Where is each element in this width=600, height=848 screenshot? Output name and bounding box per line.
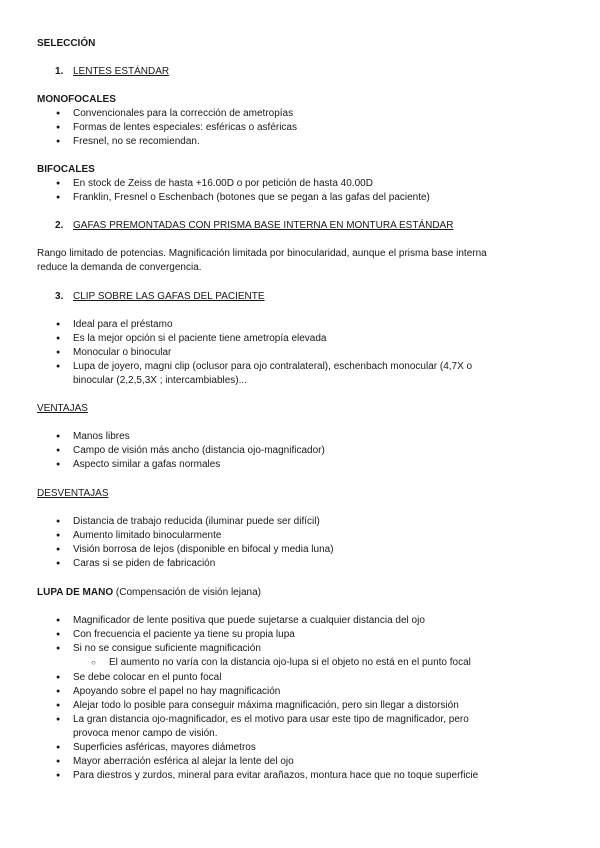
page-title: SELECCIÓN bbox=[37, 38, 96, 49]
section-2-heading: GAFAS PREMONTADAS CON PRISMA BASE INTERNA EN MONTURA ESTÁNDAR bbox=[73, 220, 454, 231]
list-item: Convencionales para la corrección de ametropías bbox=[73, 108, 294, 119]
bullet-icon: ● bbox=[56, 518, 61, 525]
list-item: Fresnel, no se recomiendan. bbox=[73, 136, 200, 147]
bullet-icon: ● bbox=[56, 758, 61, 765]
list-item: Franklin, Fresnel o Eschenbach (botones que se pegan a las gafas del paciente) bbox=[73, 192, 430, 203]
list-item: Lupa de joyero, magni clip (oclusor para ojo contralateral), eschenbach monocular (4,7X o bbox=[73, 361, 473, 372]
lupa-subtitle: (Compensación de visión lejana) bbox=[115, 587, 261, 598]
bullet-icon: ● bbox=[56, 744, 61, 751]
list-item: Mayor aberración esférica al alejar la lente del ojo bbox=[73, 756, 294, 767]
list-item: Monocular o binocular bbox=[73, 347, 172, 358]
bullet-icon: ● bbox=[56, 349, 61, 356]
list-item: Manos libres bbox=[73, 431, 130, 442]
list-item: Ideal para el préstamo bbox=[73, 319, 173, 330]
list-item: Superficies asféricas, mayores diámetros bbox=[73, 742, 256, 753]
paragraph-line: reduce la demanda de convergencia. bbox=[37, 262, 202, 273]
list-item-continuation: binocular (2,2,5,3X ; intercambiables)... bbox=[73, 375, 247, 386]
list-item: Magnificador de lente positiva que puede sujetarse a cualquier distancia del ojo bbox=[73, 615, 425, 626]
bullet-icon: ● bbox=[56, 772, 61, 779]
lupa-title: LUPA DE MANO bbox=[37, 587, 114, 598]
bullet-icon: ● bbox=[56, 180, 61, 187]
list-item: Campo de visión más ancho (distancia ojo-magnificador) bbox=[73, 445, 325, 456]
bullet-icon: ● bbox=[56, 560, 61, 567]
list-item: Es la mejor opción si el paciente tiene ametropía elevada bbox=[73, 333, 327, 344]
section-2-number: 2. bbox=[55, 220, 64, 231]
sub-list-item: El aumento no varía con la distancia ojo-lupa si el objeto no está en el punto focal bbox=[109, 657, 471, 668]
list-item: Distancia de trabajo reducida (iluminar puede ser difícil) bbox=[73, 516, 320, 527]
section-1-heading: LENTES ESTÁNDAR bbox=[73, 66, 170, 77]
list-item: En stock de Zeiss de hasta +16.00D o por petición de hasta 40.00D bbox=[73, 178, 373, 189]
list-item: Si no se consigue suficiente magnificación bbox=[73, 643, 261, 654]
bullet-icon: ● bbox=[56, 321, 61, 328]
section-1-number: 1. bbox=[55, 66, 64, 77]
bullet-icon: ● bbox=[56, 124, 61, 131]
bullet-icon: ● bbox=[56, 688, 61, 695]
list-item: La gran distancia ojo-magnificador, es el motivo para usar este tipo de magnificador, pero bbox=[73, 714, 469, 725]
bullet-icon: ● bbox=[56, 194, 61, 201]
bullet-icon: ● bbox=[56, 716, 61, 723]
bullet-icon: ● bbox=[56, 631, 61, 638]
monofocales-title: MONOFOCALES bbox=[37, 94, 116, 105]
bullet-icon: ● bbox=[56, 532, 61, 539]
list-item: Con frecuencia el paciente ya tiene su propia lupa bbox=[73, 629, 295, 640]
list-item: Alejar todo lo posible para conseguir máxima magnificación, pero sin llegar a distorsión bbox=[73, 700, 459, 711]
bullet-icon: ● bbox=[56, 461, 61, 468]
ventajas-title: VENTAJAS bbox=[37, 403, 88, 414]
bifocales-title: BIFOCALES bbox=[37, 164, 95, 175]
desventajas-title: DESVENTAJAS bbox=[37, 488, 109, 499]
list-item: Se debe colocar en el punto focal bbox=[73, 672, 222, 683]
bullet-icon: ● bbox=[56, 702, 61, 709]
bullet-icon: ● bbox=[56, 110, 61, 117]
bullet-icon: ● bbox=[56, 335, 61, 342]
bullet-icon: ● bbox=[56, 363, 61, 370]
list-item: Apoyando sobre el papel no hay magnificación bbox=[73, 686, 281, 697]
bullet-icon: ● bbox=[56, 447, 61, 454]
list-item: Formas de lentes especiales: esféricas o asféricas bbox=[73, 122, 297, 133]
list-item: Caras si se piden de fabricación bbox=[73, 558, 216, 569]
bullet-icon: ● bbox=[56, 433, 61, 440]
lupa-heading bbox=[37, 586, 261, 599]
list-item: Aumento limitado binocularmente bbox=[73, 530, 222, 541]
bullet-icon: ● bbox=[56, 645, 61, 652]
hollow-bullet-icon: ○ bbox=[91, 658, 96, 667]
section-3-heading: CLIP SOBRE LAS GAFAS DEL PACIENTE bbox=[73, 291, 265, 302]
list-item: Para diestros y zurdos, mineral para evitar arañazos, montura hace que no toque superficie bbox=[73, 770, 479, 781]
bullet-icon: ● bbox=[56, 138, 61, 145]
bullet-icon: ● bbox=[56, 617, 61, 624]
paragraph-line: Rango limitado de potencias. Magnificación limitada por binocularidad, aunque el prisma base interna bbox=[37, 248, 487, 259]
list-item: Aspecto similar a gafas normales bbox=[73, 459, 221, 470]
section-3-number: 3. bbox=[55, 291, 64, 302]
list-item-continuation: provoca menor campo de visión. bbox=[73, 728, 218, 739]
bullet-icon: ● bbox=[56, 546, 61, 553]
list-item: Visión borrosa de lejos (disponible en bifocal y media luna) bbox=[73, 544, 334, 555]
bullet-icon: ● bbox=[56, 674, 61, 681]
